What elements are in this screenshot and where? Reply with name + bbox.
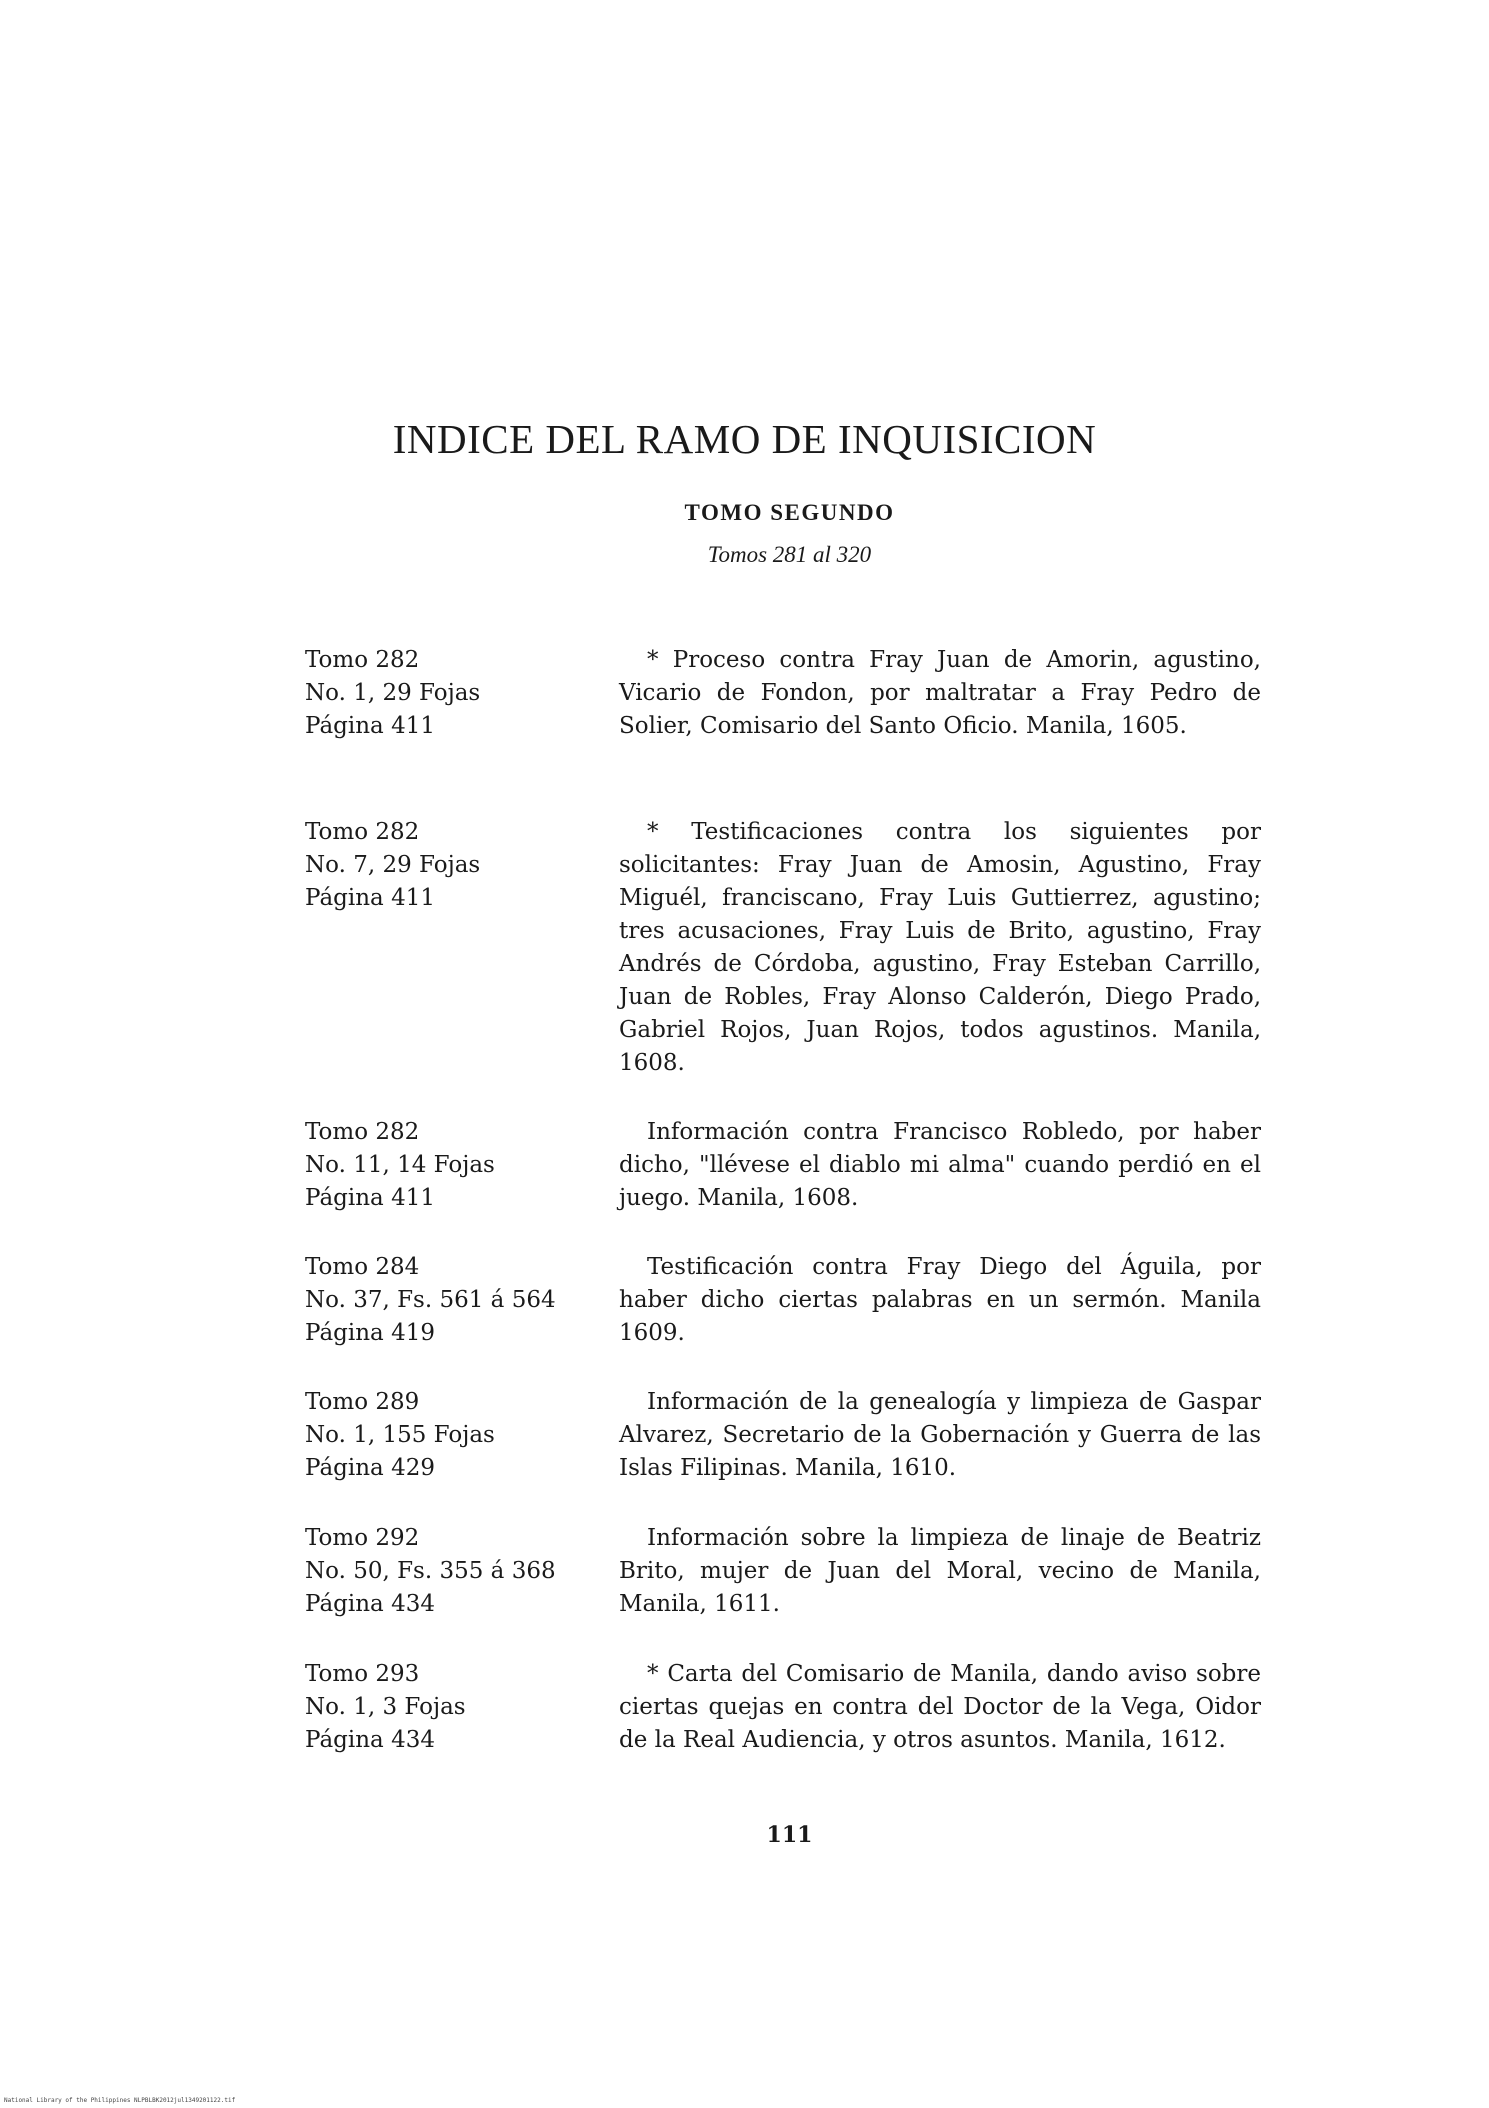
entry-description: Testificación contra Fray Diego del Águila, por haber dicho ciertas palabras en un sermón. Manila 1609. <box>619 1254 1261 1346</box>
entry-numero: No. 7, 29 Fojas <box>305 852 481 878</box>
entry-pagina: Página 419 <box>305 1320 435 1346</box>
entry-reference <box>305 1386 605 1485</box>
entry-pagina: Página 411 <box>305 1185 435 1211</box>
page-number: 111 <box>766 1822 813 1848</box>
entry-pagina: Página 429 <box>305 1455 435 1481</box>
entry-tomo: Tomo 289 <box>305 1389 420 1415</box>
entry-reference <box>305 644 605 743</box>
entry-tomo: Tomo 284 <box>305 1254 420 1280</box>
entry-numero: No. 1, 3 Fojas <box>305 1694 466 1720</box>
entry-tomo: Tomo 282 <box>305 1119 420 1145</box>
subtitle: TOMO SEGUNDO <box>684 500 895 525</box>
entry-reference <box>305 1522 605 1621</box>
entry-pagina: Página 434 <box>305 1727 435 1753</box>
entry-pagina: Página 411 <box>305 885 435 911</box>
entry-reference <box>305 1658 605 1757</box>
entry-tomo: Tomo 282 <box>305 647 420 673</box>
entry-tomo: Tomo 282 <box>305 819 420 845</box>
page-title: INDICE DEL RAMO DE INQUISICION <box>392 416 1097 462</box>
entry-pagina: Página 411 <box>305 713 435 739</box>
entry-reference <box>305 1116 605 1215</box>
entry-description: * Proceso contra Fray Juan de Amorin, agustino, Vicario de Fondon, por maltratar a Fray Pedro de Solier, Comisario del Santo Oficio. Manila, 1605. <box>619 647 1261 739</box>
entry-numero: No. 37, Fs. 561 á 564 <box>305 1287 556 1313</box>
entry-numero: No. 1, 155 Fojas <box>305 1422 495 1448</box>
entry-reference <box>305 1251 605 1350</box>
entry-description: * Carta del Comisario de Manila, dando aviso sobre ciertas quejas en contra del Doctor de la Vega, Oidor de la Real Audiencia, y otros asuntos. Manila, 1612. <box>619 1661 1261 1753</box>
entry-numero: No. 50, Fs. 355 á 368 <box>305 1558 556 1584</box>
entry-reference <box>305 816 605 915</box>
scan-footer: National Library of the Philippines NLPBLBK2012jul1349201122.tif <box>4 2097 236 2104</box>
entry-tomo: Tomo 293 <box>305 1661 420 1687</box>
entry-description: * Testificaciones contra los siguientes por solicitantes: Fray Juan de Amosin, Agustino, Fray Miguél, franciscano, Fray Luis Guttierrez, agustino; tres acusaciones, Fray Luis de Brito, agustino, Fray Andrés de Córdoba, agustino, Fray Esteban Carrillo, Juan de Robles, Fray Alonso Calderón, Diego Prado, Gabriel Rojos, Juan Rojos, todos agustinos. Manila, 1608. <box>619 819 1261 1076</box>
entry-description: Información de la genealogía y limpieza de Gaspar Alvarez, Secretario de la Gobernación y Guerra de las Islas Filipinas. Manila, 1610. <box>619 1389 1261 1481</box>
entry-numero: No. 11, 14 Fojas <box>305 1152 495 1178</box>
volume-range: Tomos 281 al 320 <box>707 542 872 567</box>
entry-tomo: Tomo 292 <box>305 1525 420 1551</box>
entry-pagina: Página 434 <box>305 1591 435 1617</box>
entry-description: Información contra Francisco Robledo, por haber dicho, "llévese el diablo mi alma" cuando perdió en el juego. Manila, 1608. <box>619 1119 1261 1211</box>
entry-description: Información sobre la limpieza de linaje de Beatriz Brito, mujer de Juan del Moral, vecino de Manila, Manila, 1611. <box>619 1525 1261 1617</box>
entry-numero: No. 1, 29 Fojas <box>305 680 481 706</box>
